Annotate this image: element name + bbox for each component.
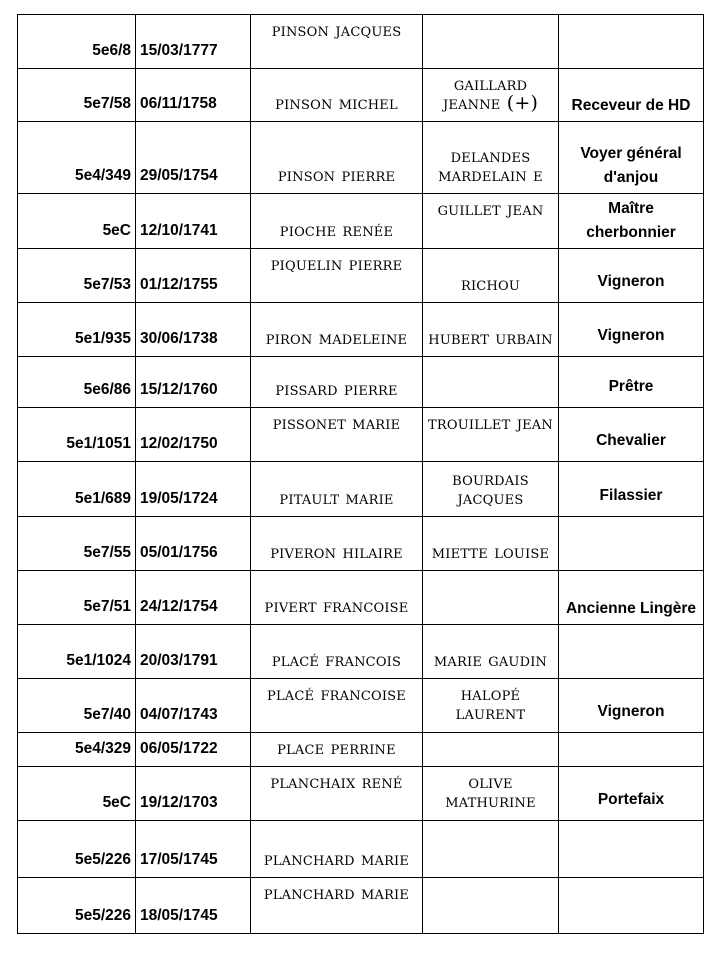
table-row — [18, 357, 704, 408]
table-row — [18, 249, 704, 303]
table-row — [18, 821, 704, 878]
records-table — [17, 14, 704, 934]
ref-cell: 5e4/349 — [18, 122, 136, 194]
date-cell: 01/12/1755 — [136, 249, 251, 303]
table-row — [18, 122, 704, 194]
ref-cell: 5e7/55 — [18, 517, 136, 571]
table-row — [18, 462, 704, 517]
spouse-cell: guillet jean — [423, 194, 559, 249]
spouse-cell: bourdais jacques — [423, 462, 559, 517]
table-row — [18, 679, 704, 733]
name-cell: placé francoise — [251, 679, 423, 733]
ref-cell: 5e5/226 — [18, 878, 136, 934]
date-cell: 05/01/1756 — [136, 517, 251, 571]
date-cell: 18/05/1745 — [136, 878, 251, 934]
occupation-cell: Prêtre — [559, 357, 704, 408]
name-cell: pivert francoise — [251, 571, 423, 625]
name-cell: placé francois — [251, 625, 423, 679]
name-cell: pissonet marie — [251, 408, 423, 462]
name-cell: planchard marie — [251, 878, 423, 934]
table-row — [18, 767, 704, 821]
ref-cell: 5e7/53 — [18, 249, 136, 303]
table-row — [18, 408, 704, 462]
table-row — [18, 571, 704, 625]
spouse-cell: marie gaudin — [423, 625, 559, 679]
table-row — [18, 625, 704, 679]
name-cell: planchaix rené — [251, 767, 423, 821]
spouse-cell: hubert urbain — [423, 303, 559, 357]
table-row — [18, 15, 704, 69]
name-cell: pinson michel — [251, 69, 423, 122]
name-cell: planchard marie — [251, 821, 423, 878]
spouse-cell — [423, 571, 559, 625]
spouse-cell: miette louise — [423, 517, 559, 571]
ref-cell: 5eC — [18, 194, 136, 249]
table-row — [18, 878, 704, 934]
date-cell: 06/11/1758 — [136, 69, 251, 122]
occupation-cell: Voyer général d'anjou — [559, 122, 704, 194]
name-cell: pinson jacques — [251, 15, 423, 69]
ref-cell: 5e1/935 — [18, 303, 136, 357]
name-cell: place perrine — [251, 733, 423, 767]
ref-cell: 5e7/58 — [18, 69, 136, 122]
ref-cell: 5e7/51 — [18, 571, 136, 625]
date-cell: 15/03/1777 — [136, 15, 251, 69]
ref-cell: 5e7/40 — [18, 679, 136, 733]
date-cell: 30/06/1738 — [136, 303, 251, 357]
spouse-cell — [423, 15, 559, 69]
occupation-cell — [559, 517, 704, 571]
occupation-cell: Vigneron — [559, 249, 704, 303]
occupation-cell — [559, 821, 704, 878]
name-cell: piveron hilaire — [251, 517, 423, 571]
spouse-cell — [423, 733, 559, 767]
date-cell: 17/05/1745 — [136, 821, 251, 878]
spouse-cell: halopé laurent — [423, 679, 559, 733]
date-cell: 15/12/1760 — [136, 357, 251, 408]
table-row — [18, 517, 704, 571]
occupation-cell: Portefaix — [559, 767, 704, 821]
name-cell: piron madeleine — [251, 303, 423, 357]
spouse-cell: delandes mardelain e — [423, 122, 559, 194]
occupation-cell — [559, 733, 704, 767]
spouse-cell — [423, 878, 559, 934]
occupation-cell: Chevalier — [559, 408, 704, 462]
table-row — [18, 194, 704, 249]
spouse-cell: trouillet jean — [423, 408, 559, 462]
ref-cell: 5e6/8 — [18, 15, 136, 69]
spouse-cell: richou — [423, 249, 559, 303]
spouse-cell — [423, 821, 559, 878]
date-cell: 06/05/1722 — [136, 733, 251, 767]
ref-cell: 5e1/1024 — [18, 625, 136, 679]
table-row — [18, 69, 704, 122]
occupation-cell — [559, 625, 704, 679]
occupation-cell: Vigneron — [559, 679, 704, 733]
ref-cell: 5e5/226 — [18, 821, 136, 878]
date-cell: 19/05/1724 — [136, 462, 251, 517]
date-cell: 29/05/1754 — [136, 122, 251, 194]
spouse-cell: gaillard jeanne (+) — [423, 69, 559, 122]
occupation-cell: Maître cherbonnier — [559, 194, 704, 249]
name-cell: pioche renée — [251, 194, 423, 249]
spouse-cell: olive mathurine — [423, 767, 559, 821]
occupation-cell: Ancienne Lingère — [559, 571, 704, 625]
occupation-cell — [559, 15, 704, 69]
spouse-cell — [423, 357, 559, 408]
date-cell: 12/02/1750 — [136, 408, 251, 462]
occupation-cell: Filassier — [559, 462, 704, 517]
ref-cell: 5e4/329 — [18, 733, 136, 767]
name-cell: piquelin pierre — [251, 249, 423, 303]
date-cell: 19/12/1703 — [136, 767, 251, 821]
date-cell: 24/12/1754 — [136, 571, 251, 625]
name-cell: pitault marie — [251, 462, 423, 517]
table-row — [18, 733, 704, 767]
occupation-cell — [559, 878, 704, 934]
date-cell: 20/03/1791 — [136, 625, 251, 679]
ref-cell: 5e6/86 — [18, 357, 136, 408]
date-cell: 12/10/1741 — [136, 194, 251, 249]
name-cell: pinson pierre — [251, 122, 423, 194]
occupation-cell: Receveur de HD — [559, 69, 704, 122]
ref-cell: 5e1/1051 — [18, 408, 136, 462]
table-row — [18, 303, 704, 357]
occupation-cell: Vigneron — [559, 303, 704, 357]
name-cell: pissard pierre — [251, 357, 423, 408]
ref-cell: 5eC — [18, 767, 136, 821]
ref-cell: 5e1/689 — [18, 462, 136, 517]
date-cell: 04/07/1743 — [136, 679, 251, 733]
